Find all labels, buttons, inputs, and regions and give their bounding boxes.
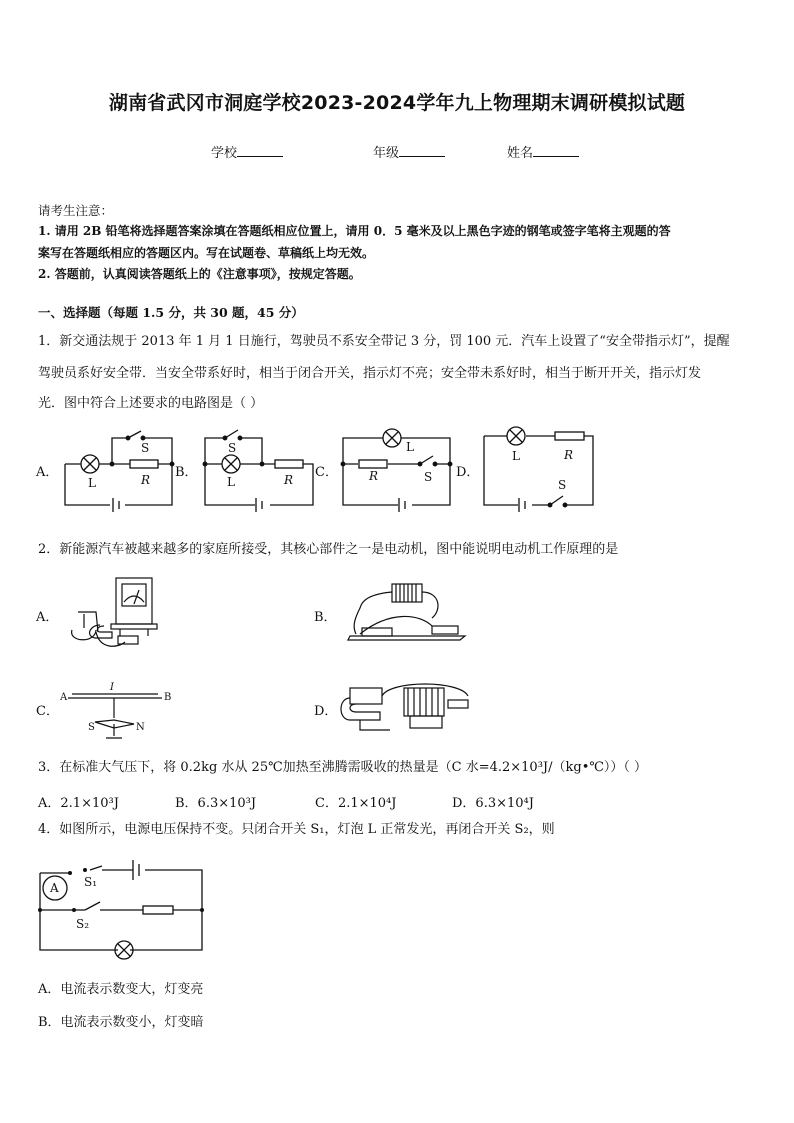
notice-line2: 2. 答题前，认真阅读答题纸上的《注意事项》，按规定答题。 [38, 267, 361, 281]
q1-circuit-diagrams [0, 420, 794, 520]
q1-option-a-label: A． [36, 465, 59, 480]
name-label: 姓名 [507, 146, 534, 161]
q1-line3: 光．图中符合上述要求的电路图是（ ） [38, 396, 264, 411]
q1-a-lamp-label: L [88, 476, 96, 490]
q2-text: 2．新能源汽车被越来越多的家庭所接受，其核心部件之一是电动机，图中能说明电动机工作原理的是 [38, 542, 619, 557]
q2-illustrations [0, 570, 794, 760]
page-title: 湖南省武冈市洞庭学校2023-2024学年九上物理期末调研模拟试题 [108, 92, 686, 114]
q1-line1: 1．新交通法规于 2013 年 1 月 1 日施行，驾驶员不系安全带记 3 分，罚 100 元．汽车上设置了“安全带指示灯”，提醒 [38, 334, 730, 349]
q4-ammeter-label: A [50, 881, 59, 895]
q4-option-a: A．电流表示数变大，灯变亮 [38, 982, 204, 997]
q4-option-b: B．电流表示数变小，灯变暗 [38, 1015, 204, 1030]
q2-c-point-a: A [60, 692, 68, 703]
q3-option-d: D．6.3×10⁴J [452, 796, 534, 811]
q1-b-lamp-label: L [227, 475, 235, 489]
q2-c-north-label: N [136, 722, 145, 733]
name-field [507, 142, 579, 161]
q1-c-resistor-label: R [369, 469, 379, 483]
q1-line2: 驾驶员系好安全带．当安全带系好时，相当于闭合开关，指示灯不亮；安全带未系好时，相当于断开开关，指示灯发 [38, 366, 702, 381]
q2-option-a-label: A． [36, 610, 59, 625]
q4-switch-s2-label: S₂ [76, 917, 90, 931]
grade-blank [399, 144, 445, 157]
name-blank [533, 144, 579, 157]
grade-field [373, 142, 445, 161]
school-blank [237, 144, 283, 157]
q3-text: 3．在标准大气压下，将 0.2kg 水从 25℃加热至沸腾需吸收的热量是（C 水=4.2×10³J/（kg•℃））（ ） [38, 760, 648, 775]
school-label: 学校 [211, 146, 238, 161]
q1-a-resistor-label: R [141, 473, 151, 487]
q1-b-resistor-label: R [284, 473, 294, 487]
notice-line1b: 案写在答题纸相应的答题区内。写在试题卷、草稿纸上均无效。 [38, 246, 375, 260]
q2-option-d-label: D． [314, 704, 338, 719]
section-heading: 一、选择题（每题 1.5 分，共 30 题，45 分） [38, 305, 304, 320]
q4-text: 4．如图所示，电源电压保持不变。只闭合开关 S₁，灯泡 L 正常发光，再闭合开关 S₂，则 [38, 822, 555, 837]
q2-option-b-label: B． [314, 610, 337, 625]
school-field [211, 142, 283, 161]
q2-c-point-b: B [164, 692, 172, 703]
q1-c-lamp-label: L [406, 440, 414, 454]
q1-d-lamp-label: L [512, 449, 520, 463]
q4-circuit-diagram [30, 848, 220, 968]
q1-c-switch-label: S [424, 470, 433, 484]
q1-option-d-label: D． [456, 465, 480, 480]
q3-option-c: C．2.1×10⁴J [315, 796, 397, 811]
grade-label: 年级 [373, 146, 400, 161]
q2-option-c-label: C． [36, 704, 59, 719]
q1-option-c-label: C． [315, 465, 338, 480]
q1-a-switch-label: S [141, 441, 150, 455]
q1-option-b-label: B． [175, 465, 198, 480]
q1-b-switch-label: S [228, 441, 237, 455]
q1-d-switch-label: S [558, 478, 567, 492]
q3-option-b: B．6.3×10³J [175, 796, 257, 811]
q2-c-current-label: I [110, 682, 114, 693]
q2-c-south-label: S [88, 722, 95, 733]
notice-line1a: 1. 请用 2B 铅笔将选择题答案涂填在答题纸相应位置上，请用 0．5 毫米及以上黑色字迹的钢笔或签字笔将主观题的答 [38, 224, 671, 238]
q3-option-a: A．2.1×10³J [38, 796, 119, 811]
q4-switch-s1-label: S₁ [84, 875, 98, 889]
q1-d-resistor-label: R [564, 448, 574, 462]
notice-heading: 请考生注意： [38, 203, 114, 218]
